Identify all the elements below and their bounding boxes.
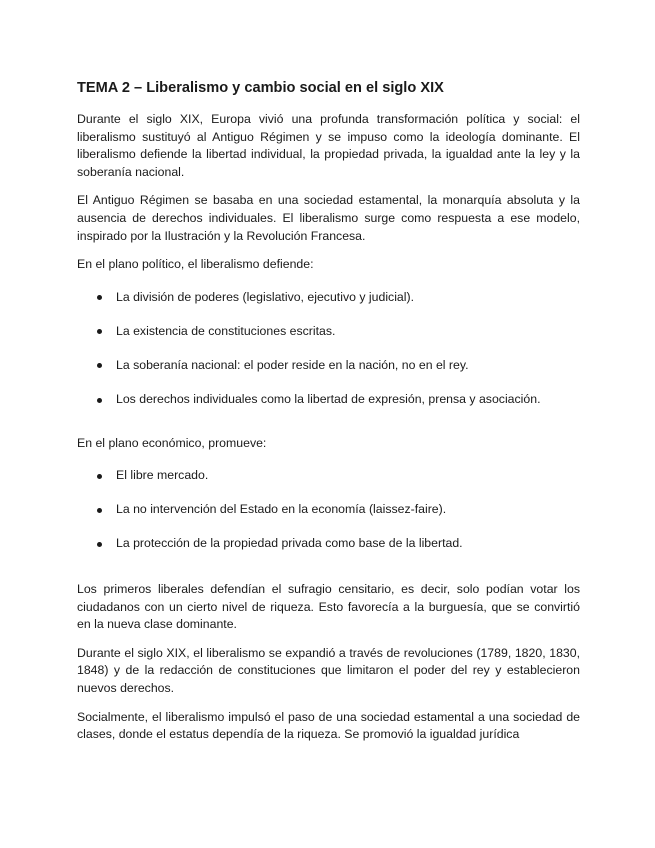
economic-list-wrap (77, 467, 580, 553)
paragraph-sufragio: Los primeros liberales defendían el sufragio censitario, es decir, solo podían votar los ciudadanos con un cierto nivel de riqueza. Esto favorecía a la burguesía, que se convirtió en la nueva clase dominante. (77, 582, 580, 632)
page-title: TEMA 2 – Liberalismo y cambio social en el siglo XIX (77, 80, 444, 96)
document-page (77, 79, 580, 755)
list-item (77, 289, 580, 307)
bullet-icon (97, 398, 102, 403)
list-item-text: La protección de la propiedad privada como base de la libertad. (116, 536, 463, 551)
list-item (77, 501, 580, 519)
bullet-icon (97, 542, 102, 547)
list-item-text: La no intervención del Estado en la economía (laissez-faire). (116, 502, 447, 517)
list-item (77, 535, 580, 553)
list-item-text: La división de poderes (legislativo, ejecutivo y judicial). (116, 289, 415, 304)
political-list (77, 289, 580, 409)
paragraph-expansion: Durante el siglo XIX, el liberalismo se expandió a través de revoluciones (1789, 1820, 1830, 1848) y de la redacción de constituciones que limitaron el poder del rey y establecieron nuevos derechos. (77, 645, 580, 695)
list-item (77, 323, 580, 341)
paragraph-economic-intro: En el plano económico, promueve: (77, 435, 267, 450)
list-item (77, 357, 580, 375)
list-item-text: Los derechos individuales como la libertad de expresión, prensa y asociación. (116, 392, 541, 407)
list-item-text: El libre mercado. (116, 468, 209, 483)
bullet-icon (97, 508, 102, 513)
paragraph-sociedad: Socialmente, el liberalismo impulsó el paso de una sociedad estamental a una sociedad de clases, donde el estatus dependía de la riqueza. Se promovió la igualdad jurídica (77, 709, 580, 742)
bullet-icon (97, 329, 102, 334)
bullet-icon (97, 295, 102, 300)
list-item-text: La existencia de constituciones escritas. (116, 323, 336, 338)
political-list-wrap (77, 289, 580, 409)
economic-list (77, 467, 580, 553)
paragraph-intro: Durante el siglo XIX, Europa vivió una profunda transformación política y social: el liberalismo sustituyó al Antiguo Régimen y se impuso como la ideología dominante. El liberalismo defiende la libertad individual, la propiedad privada, la igualdad ante la ley y la soberanía nacional. (77, 112, 580, 179)
list-item (77, 391, 580, 409)
bullet-icon (97, 474, 102, 479)
bullet-icon (97, 363, 102, 368)
paragraph-political-intro: En el plano político, el liberalismo defiende: (77, 257, 314, 272)
list-item-text: La soberanía nacional: el poder reside en la nación, no en el rey. (116, 357, 469, 372)
list-item (77, 467, 580, 485)
paragraph-antiguo-regimen: El Antiguo Régimen se basaba en una sociedad estamental, la monarquía absoluta y la ausencia de derechos individuales. El liberalismo surge como respuesta a ese modelo, inspirado por la Ilustración y la Revolución Francesa. (77, 193, 580, 243)
